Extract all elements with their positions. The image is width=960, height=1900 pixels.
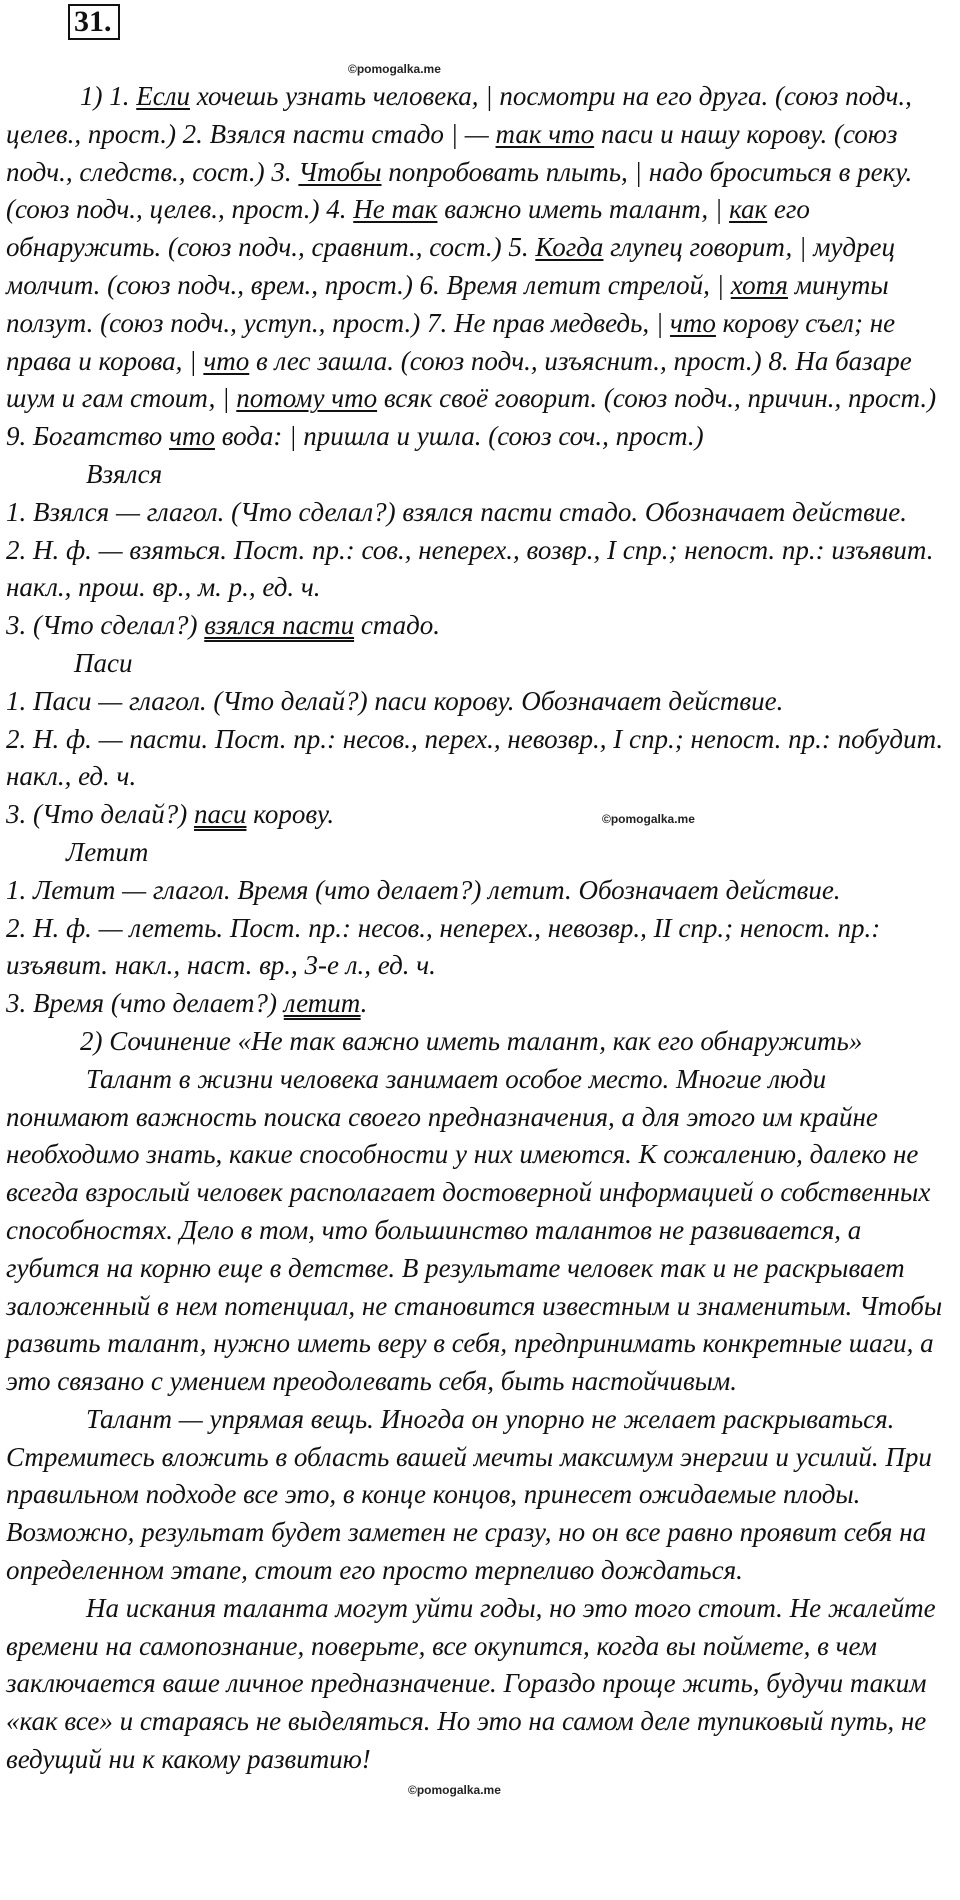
analysis-line — [6, 796, 956, 834]
conjunction: Когда — [535, 232, 604, 263]
text-segment: важно иметь талант, | — [437, 194, 730, 225]
essay-title: 2) Сочинение «Не так важно иметь талант, как его обнаружить» — [80, 1025, 863, 1056]
text-segment: корову. — [246, 799, 335, 830]
text-segment: попробовать плыть, | надо броситься в реку. (союз подч., целев., прост.) 4. — [6, 156, 913, 225]
word-heading: Летит — [66, 836, 149, 867]
conjunction: что — [670, 307, 716, 338]
watermark: ©pomogalka.me — [348, 62, 441, 76]
conjunction: Если — [136, 81, 190, 111]
text-segment: 3. (Что сделал?) — [6, 610, 205, 641]
predicate: паси — [194, 799, 247, 830]
text-segment: всяк своё говорит. (союз подч., причин., прост.) 9. Богатство — [6, 383, 937, 452]
analysis-line: 1. Взялся — глагол. (Что сделал?) взялся пасти стадо. Обозначает действие. — [6, 496, 908, 527]
analysis-line: 2. Н. ф. — лететь. Пост. пр.: несов., неперех., невозвр., II спр.; непост. пр.: изъявит. накл., наст. вр., 3-е л., ед. ч. — [6, 912, 881, 981]
conjunction: Чтобы — [298, 156, 382, 187]
text-segment: паси и нашу корову. (союз подч., следств., сост.) 3. — [6, 118, 898, 187]
essay-paragraph: Талант в жизни человека занимает особое место. Многие люди понимают важность поиска своего предназначения, а для этого им крайне необходимо знать, какие способности у них имеются. К сожалению, далеко не всегда взрослый человек располагает достоверной информацией о собственных способностях. Дело в том, что большинство талантов не развивается, а губится на корню еще в детстве. В результате человек так и не раскрывает заложенный в нем потенциал, не становится известным и знаменитым. Чтобы развить талант, нужно иметь веру в себя, предпринимать конкретные шаги, а это связано с умением преодолевать себя, быть настойчивым. — [6, 1063, 943, 1397]
part1-sentences — [6, 78, 956, 456]
conjunction: что — [169, 421, 215, 452]
text-segment: хочешь узнать человека, | посмотри на его друга. (союз подч., целев., прост.) 2. Взялся пасти стадо | — — [6, 81, 912, 149]
conjunction: так что — [495, 118, 595, 149]
essay-paragraph: Талант — упрямая вещь. Иногда он упорно не желает раскрываться. Стремитесь вложить в область вашей мечты максимум энергии и усилий. При правильном подходе все это, в конце концов, принесет ожидаемые плоды. Возможно, результат будет заметен не сразу, но он все равно проявит себя на определенном этапе, стоит его просто терпеливо дождаться. — [6, 1403, 932, 1586]
text-segment: минуты ползут. (союз подч., уступ., прост.) 7. Не прав медведь, | — [6, 269, 889, 338]
conjunction: потому что — [236, 383, 378, 414]
conjunction: хотя — [730, 269, 788, 300]
conjunction: что — [203, 345, 250, 376]
text-segment: 3. (Что делай?) — [6, 799, 194, 830]
text-segment: вода: | пришла и ушла. (союз соч., прост.) — [214, 421, 704, 452]
text-segment: глупец говорит, | мудрец молчит. (союз подч., врем., прост.) 6. Время летит стрелой, | — [6, 232, 896, 300]
text-segment: корову съел; не права и корова, | — [6, 307, 896, 376]
analysis-line — [6, 607, 956, 645]
text-segment: стадо. — [354, 610, 441, 641]
text-segment: в лес зашла. (союз подч., изъяснит., прост.) 8. На базаре шум и гам стоит, | — [6, 345, 912, 414]
conjunction: как — [729, 194, 768, 225]
word-heading: Взялся — [86, 458, 163, 489]
text-segment: 1) 1. — [80, 81, 137, 111]
essay-paragraph: На искания таланта могут уйти годы, но это того стоит. Не жалейте времени на самопознание, поверьте, все окупится, когда вы поймете, в чем заключается ваше личное предназначение. Гораздо проще жить, будучи таким «как все» и стараясь не выделяться. Но это на самом деле тупиковый путь, не ведущий ни к какому развитию! — [6, 1592, 936, 1775]
text-segment: 3. Время (что делает?) — [6, 988, 284, 1019]
watermark: ©pomogalka.me — [408, 1783, 501, 1797]
analysis-line: 1. Летит — глагол. Время (что делает?) летит. Обозначает действие. — [6, 874, 841, 905]
predicate: летит — [283, 988, 361, 1019]
watermark: ©pomogalka.me — [602, 812, 695, 826]
analysis-line: 2. Н. ф. — пасти. Пост. пр.: несов., перех., невозвр., I спр.; непост. пр.: побудит. накл., ед. ч. — [6, 723, 944, 792]
conjunction: Не так — [353, 194, 438, 225]
analysis-line: 1. Паси — глагол. (Что делай?) паси корову. Обозначает действие. — [6, 685, 784, 716]
text-segment: . — [360, 988, 368, 1019]
document-body — [6, 78, 956, 1779]
analysis-line — [6, 985, 956, 1023]
exercise-number: 31. — [68, 4, 120, 40]
text-segment: его обнаружить. (союз подч., сравнит., сост.) 5. — [6, 194, 810, 263]
word-heading: Паси — [74, 647, 133, 678]
analysis-line: 2. Н. ф. — взяться. Пост. пр.: сов., неперех., возвр., I спр.; непост. пр.: изъявит. накл., прош. вр., м. р., ед. ч. — [6, 534, 934, 603]
predicate: взялся пасти — [204, 610, 355, 641]
